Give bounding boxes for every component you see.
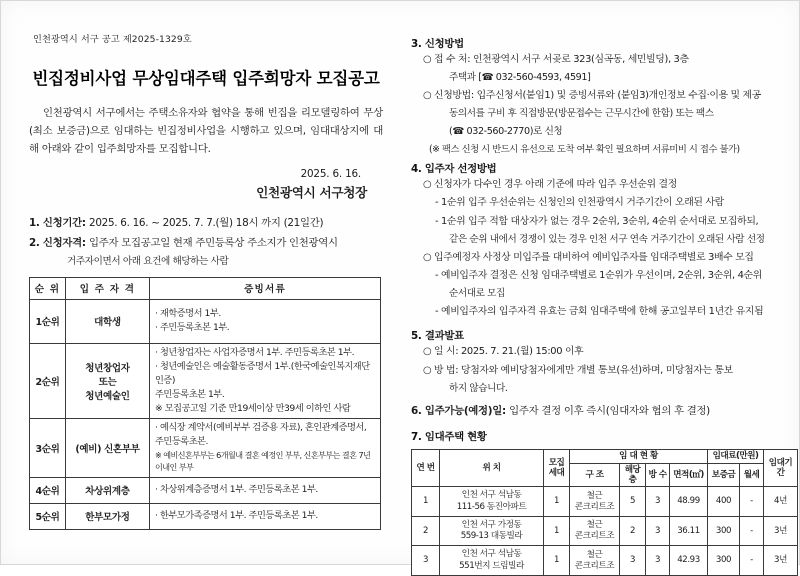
section-1-application-period — [29, 215, 383, 232]
notice-date: 2025. 6. 16. — [300, 167, 361, 180]
table-row — [30, 418, 381, 477]
row-term: 4년 — [764, 487, 798, 517]
col-header-area: 면적(㎡) — [670, 463, 708, 487]
qualification-cell: (예비) 신혼부부 — [66, 418, 150, 477]
selection-item: 순서대로 모집 — [449, 288, 505, 300]
result-datetime-label: ○ 일 시: — [423, 346, 459, 358]
structure-line: 콘크리트조 — [574, 560, 615, 571]
rank-cell: 2순위 — [30, 343, 66, 418]
qualification-line: 청년예술인 — [85, 390, 130, 402]
row-deposit: 300 — [708, 516, 740, 546]
section-2-value-line-1: 입주자 모집공고일 현재 주민등록상 주소지가 인천광역시 — [89, 236, 338, 249]
location-line: 559-13 대동빌라 — [460, 531, 523, 542]
section-6-move-in-date — [411, 403, 785, 420]
row-recruit: 1 — [544, 546, 570, 576]
col-header-rental-term: 임대기간 — [764, 450, 798, 487]
table-row — [30, 477, 381, 503]
reception-department-phone: 주택과 [☎ 032-560-4593, 4591] — [449, 72, 591, 84]
qualification-cell: 한부모가정 — [66, 503, 150, 529]
documents-cell: · 한부모가족증명서 1부. 주민등록초본 1부. — [150, 503, 381, 529]
table-header-row — [412, 450, 798, 463]
col-header-qualification: 입 주 자 격 — [66, 277, 150, 299]
selection-item: - 예비입주자의 입주자격 유효는 금회 임대주택에 한해 공고일부터 1년간 유지됨 — [435, 305, 764, 317]
location-line: 인천 서구 석남동 — [461, 549, 522, 560]
selection-item: ○ 입주예정자 사정상 미입주를 대비하여 예비입주자를 임대주택별로 3배수 모집 — [423, 251, 754, 263]
document-line: · 청년창업자는 사업자증명서 1부. 주민등록초본 1부. — [155, 346, 355, 358]
documents-cell — [150, 299, 381, 343]
page-title: 빈집정비사업 무상임대주택 입주희망자 모집공고 — [32, 69, 380, 88]
section-5-heading: 5. 결과발표 — [411, 330, 464, 343]
row-monthly-rent: - — [740, 546, 764, 576]
col-header-floor: 해당층 — [620, 463, 646, 487]
row-floor: 3 — [620, 546, 646, 576]
selection-item: - 예비입주자 결정은 신청 임대주택별로 1순위가 우선이며, 2순위, 3순위, 4순위 — [435, 270, 762, 281]
intro-paragraph — [29, 105, 383, 159]
qualification-cell — [66, 343, 150, 418]
documents-cell — [150, 418, 381, 477]
issuer-name: 인천광역시 서구청장 — [256, 184, 367, 200]
rank-cell: 5순위 — [30, 503, 66, 529]
row-no: 1 — [412, 487, 440, 517]
table-row — [412, 487, 798, 517]
location-line: 인천 서구 가정동 — [461, 519, 522, 530]
table-row — [30, 343, 381, 418]
row-structure — [570, 546, 620, 576]
col-header-monthly-rent: 월세 — [740, 463, 764, 487]
col-header-location: 위 치 — [440, 450, 544, 487]
intro-line-3: 대해 아래와 같이 입주희망자를 모집합니다. — [29, 124, 383, 155]
row-monthly-rent: - — [740, 487, 764, 517]
reception-address: 인천광역시 서구 서곶로 323(심곡동, 세민빌딩), 3층 — [472, 54, 689, 65]
documents-cell: · 차상위계층증명서 1부. 주민등록초본 1부. — [150, 477, 381, 503]
row-area: 42.93 — [670, 546, 708, 576]
structure-line: 철근 — [586, 520, 603, 531]
result-method-label: ○ 방 법: — [423, 364, 459, 376]
location-line: 인천 서구 석남동 — [461, 490, 522, 501]
rental-table-body — [412, 487, 798, 576]
row-location — [440, 487, 544, 517]
selection-item: 같은 순위 내에서 경쟁이 있는 경우 인천 서구 연속 거주기간이 오래된 사람 선정 — [449, 234, 765, 246]
structure-line: 철근 — [586, 490, 603, 501]
section-3-reception-item — [411, 52, 785, 68]
col-header-rooms: 방 수 — [646, 463, 670, 487]
row-rooms: 3 — [646, 546, 670, 576]
qualification-cell: 대학생 — [66, 299, 150, 343]
rank-cell: 3순위 — [30, 418, 66, 477]
selection-item: ○ 신청자가 다수인 경우 아래 기준에 따라 입주 우선순위 결정 — [423, 178, 677, 190]
row-no: 2 — [412, 516, 440, 546]
table-row — [30, 503, 381, 529]
col-header-structure: 구 조 — [570, 463, 620, 487]
selection-item: - 1순위 입주 적합 대상자가 없는 경우 2순위, 3순위, 4순위 순서대로 모집하되, — [435, 215, 759, 227]
table-row — [412, 516, 798, 546]
row-monthly-rent: - — [740, 516, 764, 546]
row-location — [440, 516, 544, 546]
qualification-cell: 차상위계층 — [66, 477, 150, 503]
document-line: · 재학증명서 1부. — [155, 308, 221, 320]
rank-cell: 1순위 — [30, 299, 66, 343]
col-group-header-rental-fee: 임대료(만원) — [708, 450, 764, 463]
row-floor: 2 — [620, 516, 646, 546]
notice-number: 인천광역시 서구 공고 제2025-1329호 — [33, 34, 192, 45]
location-line: 551번지 드림빌라 — [459, 560, 524, 571]
result-datetime-value: 2025. 7. 21.(월) 15:00 이후 — [461, 346, 584, 358]
row-deposit: 300 — [708, 546, 740, 576]
structure-line: 콘크리트조 — [574, 501, 615, 512]
document-line: 주민등록초본 1부. — [155, 388, 225, 400]
qualification-line: 또는 — [98, 376, 117, 388]
method-line-2: 동의서를 구비 후 직접방문(방문접수는 근무시간에 한함) 또는 팩스 — [449, 108, 714, 120]
eligibility-table-body — [30, 299, 381, 529]
section-3-note: (※ 팩스 신청 시 반드시 유선으로 도착 여부 확인 필요하며 서류미비 시 접수 불가) — [429, 143, 740, 155]
row-floor: 5 — [620, 487, 646, 517]
section-2-eligibility — [29, 235, 383, 252]
section-1-value: 2025. 6. 16. ~ 2025. 7. 7.(월) 18시 까지 (21일간) — [89, 216, 324, 229]
result-method-item — [411, 363, 785, 379]
two-column-layout — [1, 1, 800, 571]
section-2-heading: 2. 신청자격: — [29, 236, 86, 249]
col-header-deposit: 보증금 — [708, 463, 740, 487]
row-rooms: 3 — [646, 516, 670, 546]
rank-cell: 4순위 — [30, 477, 66, 503]
method-line-3: (☎ 032-560-2770)로 신청 — [449, 125, 563, 137]
row-area: 36.11 — [670, 516, 708, 546]
row-term: 3년 — [764, 546, 798, 576]
col-header-no: 연 번 — [412, 450, 440, 487]
result-datetime-item — [411, 344, 785, 360]
table-row — [30, 299, 381, 343]
row-location — [440, 546, 544, 576]
eligibility-table — [29, 277, 381, 530]
row-recruit: 1 — [544, 516, 570, 546]
row-recruit: 1 — [544, 487, 570, 517]
section-3-method-item — [411, 88, 785, 104]
document-line: · 청년예술인은 예술활동증명서 1부.(한국예술인복지재단 인증) — [155, 360, 370, 386]
location-line: 111-56 동진아파트 — [456, 501, 527, 512]
section-4-heading: 4. 입주자 선정방법 — [411, 162, 497, 175]
structure-line: 철근 — [586, 549, 603, 560]
intro-line-1: 인천광역시 서구에서는 주택소유자와 협약을 통해 빈집을 리모델링하여 — [43, 107, 360, 119]
qualification-line: 청년창업자 — [85, 362, 130, 374]
row-rooms: 3 — [646, 487, 670, 517]
table-row — [412, 546, 798, 576]
table-header-row — [30, 277, 381, 299]
row-no: 3 — [412, 546, 440, 576]
rental-housing-table — [411, 449, 798, 576]
section-2-value-line-2: 거주자이면서 아래 요건에 해당하는 사람 — [67, 256, 229, 268]
method-line-1: 입주신청서(붙임1) 및 증빙서류와 (붙임3)개인정보 수집·이용 및 제공 — [476, 89, 761, 101]
row-area: 48.99 — [670, 487, 708, 517]
result-method-continuation: 하지 않습니다. — [449, 383, 508, 395]
row-structure — [570, 487, 620, 517]
left-column — [1, 1, 401, 566]
col-header-documents: 증빙서류 — [150, 277, 381, 299]
intro-line-2: 무상(최소 보증금)으로 임대하는 빈집정비사업을 시행하고 있으며, 임대대상지에 — [29, 107, 383, 137]
document-line: · 주민등록초본 1부. — [155, 322, 230, 334]
document-line: · 예식장 계약서(예비부부 검증용 자료), 혼인관계증명서, 주민등록초본. — [155, 421, 367, 447]
reception-label: ○ 접 수 처: — [423, 54, 471, 65]
row-deposit: 400 — [708, 487, 740, 517]
right-column — [401, 1, 800, 571]
documents-note: ※ 예비신혼부부는 6개월내 결혼 예정인 부부, 신혼부부는 결혼 7년 이내인 부부 — [155, 449, 371, 472]
documents-note: ※ 모집공고일 기준 만19세이상 만39세 이하인 사람 — [155, 402, 351, 414]
section-1-heading: 1. 신청기간: — [29, 216, 86, 229]
section-7-heading: 7. 임대주택 현황 — [411, 431, 487, 444]
row-term: 3년 — [764, 516, 798, 546]
selection-item: - 1순위 입주 우선순위는 신청인의 인천광역시 거주기간이 오래된 사람 — [435, 197, 724, 209]
row-structure — [570, 516, 620, 546]
rental-table-head — [412, 450, 798, 487]
method-label: ○ 신청방법: — [423, 89, 474, 101]
section-6-heading: 6. 입주가능(예정)일: — [411, 405, 506, 418]
col-header-rank: 순 위 — [30, 277, 66, 299]
structure-line: 콘크리트조 — [574, 531, 615, 542]
section-3-heading: 3. 신청방법 — [411, 38, 464, 50]
col-header-recruit-households: 모집 세대 — [544, 450, 570, 487]
section-6-value: 입주자 결정 이후 즉시(임대자와 협의 후 결정) — [509, 405, 710, 418]
eligibility-table-head — [30, 277, 381, 299]
result-method-value: 당첨자와 예비당첨자에게만 개별 통보(유선)하며, 미당첨자는 통보 — [461, 364, 733, 376]
col-group-header-rental-status: 임 대 현 황 — [570, 450, 708, 463]
documents-cell — [150, 343, 381, 418]
